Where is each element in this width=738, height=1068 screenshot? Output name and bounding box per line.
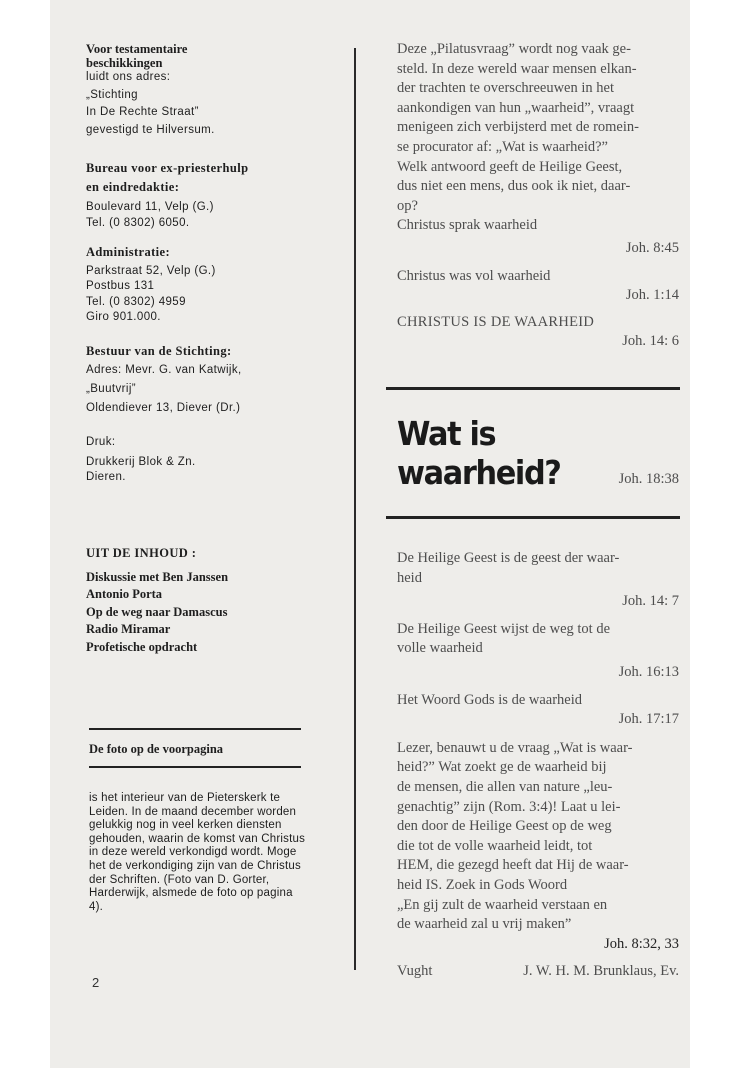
closing-paragraph [397, 739, 679, 935]
page-number: 2 [92, 975, 100, 990]
address-line: Dieren. [86, 471, 126, 483]
address-line: Drukkerij Blok & Zn. [86, 455, 196, 468]
verse: CHRISTUS IS DE WAARHEID [397, 313, 595, 330]
bible-reference: Joh. 14: 6 [622, 333, 679, 350]
divider [89, 766, 301, 768]
caption-line: wereld verkondigd wordt. [130, 846, 264, 859]
bible-reference: Joh. 8:45 [625, 239, 679, 256]
heading-line: beschikkingen [86, 55, 163, 70]
heading-line: Bureau voor ex-priesterhulp [86, 161, 249, 175]
intro-paragraph [397, 40, 679, 236]
text-line: Deze „Pilatusvraag” wordt nog vaak ge- [397, 41, 631, 57]
text-line: op? [397, 197, 418, 214]
text-line: genachtig” zijn (Rom. 3:4)! Laat u lei- [397, 798, 621, 815]
text-line: heid [397, 569, 422, 586]
column-divider [354, 48, 356, 970]
address-line: luidt ons adres: [86, 71, 171, 83]
address-line: „Buutvrij” [86, 383, 137, 395]
testament-section [86, 43, 308, 139]
text-line: die tot de volle waarheid leidt, tot [397, 837, 593, 854]
contents-item: Op de weg naar Damascus [86, 604, 228, 619]
contents-item: Profetische opdracht [86, 639, 198, 654]
address-line: Tel. (0 8302) 6050. [86, 216, 190, 229]
caption-line: Pieterskerk te Leiden. In de [89, 792, 281, 818]
bible-reference: Joh. 1:14 [625, 287, 679, 304]
divider [386, 516, 680, 519]
article-title: Wat is waarheid? [397, 414, 561, 492]
address-line: Parkstraat 52, Velp (G.) [86, 264, 216, 277]
divider [89, 728, 301, 730]
right-column-bottom [397, 549, 679, 982]
caption-line: op pagina 4). [89, 887, 293, 913]
verse [397, 549, 679, 588]
contents-item: Diskussie met Ben Janssen [86, 570, 229, 584]
caption-line: zijn van de Christus der [89, 859, 301, 886]
signature-line [397, 962, 679, 982]
text-line: Welk antwoord geeft de Heilige Geest, [397, 158, 623, 175]
divider [386, 387, 680, 390]
text-line: aankondigen van hun „waarheid”, vraagt [397, 99, 635, 116]
caption-line: gelukkig nog in veel kerken [89, 819, 234, 832]
text-line: De Heilige Geest wijst de weg tot de [397, 620, 611, 637]
verse: Het Woord Gods is de waarheid [397, 691, 583, 708]
text-line: volle waarheid [397, 640, 483, 657]
text-line: se procurator af: „Wat is waarheid?” [397, 138, 608, 155]
text-line: dus niet een mens, dus ook ik niet, daar- [397, 178, 631, 195]
text-line: heid IS. Zoek in Gods Woord [397, 876, 568, 893]
text-line: steld. In deze wereld waar mensen elkan- [397, 60, 637, 77]
inhoud-section [86, 546, 308, 657]
text-line: Christus sprak waarheid [397, 217, 538, 234]
bestuur-section [86, 344, 308, 419]
text-line: De Heilige Geest is de geest der waar- [397, 550, 620, 566]
text-line: de mensen, die allen van nature „leu- [397, 778, 613, 795]
caption-line: maand december worden [161, 805, 297, 818]
administratie-section [86, 245, 308, 326]
druk-section [86, 436, 308, 486]
section-heading: Bestuur van de Stichting: [86, 343, 232, 358]
contents-item: Radio Miramar [86, 622, 171, 637]
heading-line: en eindredaktie: [86, 180, 180, 194]
address-line: Adres: Mevr. G. van Katwijk, [86, 364, 242, 376]
text-line: HEM, die gezegd heeft dat Hij de waar- [397, 857, 629, 874]
caption-line: diensten gehouden, waarin de [89, 819, 282, 845]
bible-reference: Joh. 14: 7 [622, 593, 679, 610]
address-line: gevestigd te Hilversum. [86, 123, 215, 136]
photo-caption-text [89, 792, 309, 914]
address-line: Tel. (0 8302) 4959 [86, 295, 186, 308]
caption-line: komst van Christus in deze [89, 832, 306, 859]
bible-reference: Joh. 16:13 [618, 663, 679, 680]
address-line: Boulevard 11, Velp (G.) [86, 201, 214, 213]
caption-line: Schriften. [109, 873, 161, 886]
bible-reference: Joh. 8:32, 33 [604, 935, 679, 952]
right-column-top [397, 40, 679, 352]
caption-line: (Foto van D. Gorter, [163, 873, 270, 886]
address-line: Postbus 131 [86, 280, 155, 292]
caption-line: Moge het de verkondiging [89, 846, 297, 872]
signature-name: J. W. H. M. Brunklaus, Ev. [523, 963, 679, 980]
section-heading: UIT DE INHOUD : [86, 545, 197, 560]
contents-item: Antonio Porta [86, 587, 163, 602]
caption-line: Harderwijk, alsmede de foto [89, 887, 237, 900]
address-line: „Stichting [86, 88, 138, 101]
heading-line: Voor testamentaire [86, 42, 188, 56]
caption-line: is het interieur van de [89, 792, 204, 804]
left-column [86, 43, 308, 656]
title-reference: Joh. 18:38 [618, 471, 679, 487]
text-line: de waarheid zal u vrij maken” [397, 916, 572, 933]
photo-caption-heading: De foto op de voorpagina [89, 742, 224, 756]
text-line: Lezer, benauwt u de vraag „Wat is waar- [397, 739, 633, 756]
bureau-section [86, 159, 308, 231]
section-heading: Druk: [86, 436, 116, 448]
verse: Christus was vol waarheid [397, 267, 551, 284]
bible-reference: Joh. 17:17 [618, 711, 679, 728]
text-line: den door de Heilige Geest op de weg [397, 818, 612, 835]
section-heading: Administratie: [86, 245, 171, 259]
address-line: Oldendiever 13, Diever (Dr.) [86, 402, 241, 414]
text-line: „En gij zult de waarheid verstaan en [397, 896, 608, 913]
text-line: heid?” Wat zoekt ge de waarheid bij [397, 759, 607, 776]
text-line: der trachten te overschreeuwen in het [397, 80, 614, 97]
text-line: menigeen zich verbijsterd met de romein- [397, 119, 639, 136]
signature-place: Vught [397, 963, 433, 980]
address-line: Giro 901.000. [86, 311, 161, 323]
address-line: In De Rechte Straat” [86, 106, 199, 118]
verse [397, 620, 679, 659]
